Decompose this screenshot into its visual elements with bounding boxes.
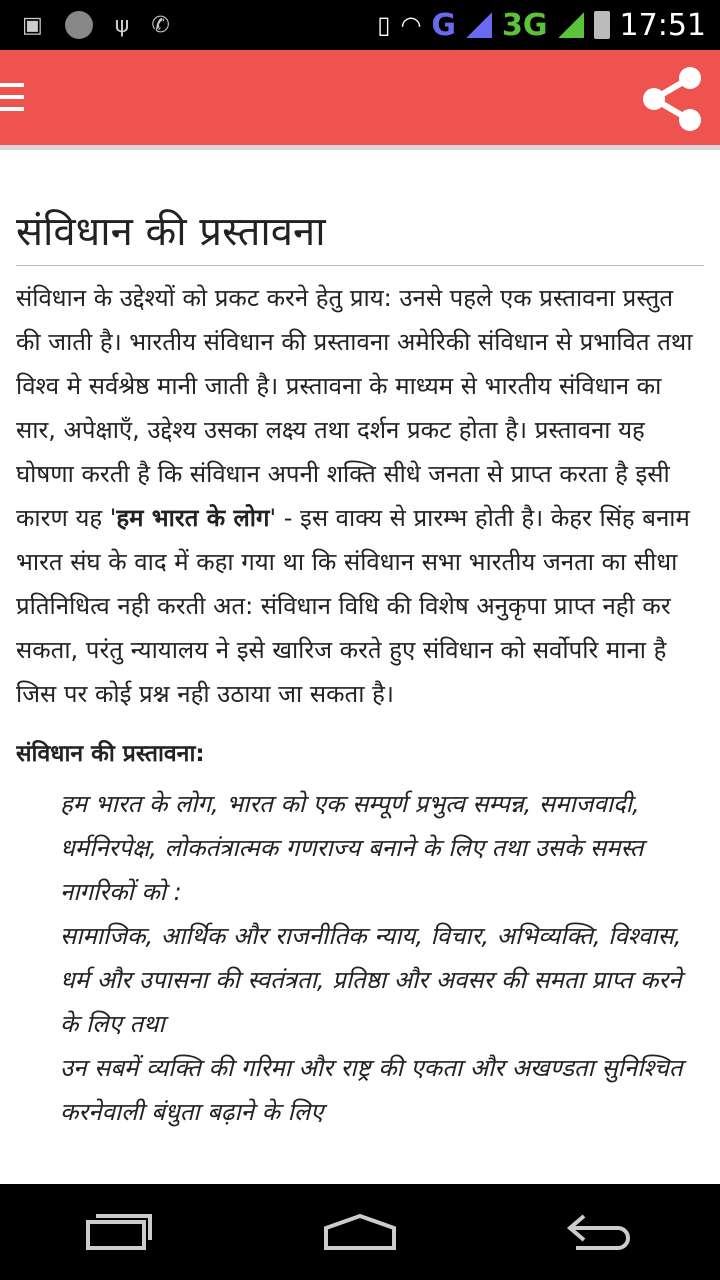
battery-icon (594, 11, 610, 39)
bold-text: हम भारत के लोग (116, 504, 270, 532)
back-icon[interactable] (566, 1212, 636, 1252)
quote-line: उन सबमें व्यक्ति की गरिमा और राष्ट्र की एकता और अखण्डता सुनिश्चित करनेवाली बंधुता बढ़ाने के लिए (60, 1054, 683, 1126)
network-3g: 3G (502, 7, 548, 43)
quote-line: सामाजिक, आर्थिक और राजनीतिक न्याय, विचार, अभिव्यक्ति, विश्वास, धर्म और उपासना की स्वतंत्रता, प्रतिष्ठा और अवसर की समता प्राप्त करने के लिए तथा (60, 922, 682, 1038)
signal-icon (558, 12, 584, 38)
app-bar (0, 50, 720, 145)
intro-paragraph (16, 276, 704, 716)
navigation-bar (0, 1184, 720, 1280)
article-title: संविधान की प्रस्तावना (16, 202, 704, 266)
status-bar (0, 0, 720, 50)
clock: 17:51 (619, 7, 706, 43)
preamble-quote (60, 782, 704, 1134)
vibrate-icon: ▯ (377, 11, 391, 39)
wifi-icon: ◠ (400, 11, 422, 39)
network-g: G (431, 7, 457, 43)
quote-line: हम भारत के लोग, भारत को एक सम्पूर्ण प्रभुत्व सम्पन्न, समाजवादी, धर्मनिरपेक्ष, लोकतंत्रात्मक गणराज्य बनाने के लिए तथा उसके समस्त नागरिकों को : (60, 790, 644, 906)
signal-icon (466, 12, 492, 38)
app-notification-icon (65, 11, 93, 39)
hamburger-icon[interactable] (0, 83, 24, 119)
article (16, 150, 704, 1184)
text: संविधान के उद्देश्यों को प्रकट करने हेतु प्राय: उनसे पहले एक प्रस्तावना प्रस्तुत की जाती है। भारतीय संविधान की प्रस्तावना अमेरिकी संविधान से प्रभावित तथा विश्व मे सर्वश्रेष्ठ मानी जाती है। प्रस्तावना के माध्यम से भारतीय संविधान का सार, अपेक्षाएँ, उद्देश्य उसका लक्ष्य तथा दर्शन प्रकट होता है। प्रस्तावना यह घोषणा करती है कि संविधान अपनी शक्ति सीधे जनता से प्राप्त करता है इसी कारण यह ' (16, 284, 693, 532)
home-icon[interactable] (322, 1212, 398, 1252)
subheading: संविधान की प्रस्तावना: (16, 741, 205, 767)
recent-apps-icon[interactable] (84, 1212, 154, 1252)
share-icon[interactable] (640, 66, 706, 132)
text: ' - इस वाक्य से प्रारम्भ होती है। केहर सिंह बनाम भारत संघ के वाद में कहा गया था कि संविधान सभा भारतीय जनता का सीधा प्रतिनिधित्व नही करती अत: संविधान विधि की विशेष अनुकृपा प्राप्त नही कर सकता, परंतु न्यायालय ने इसे खारिज करते हुए संविधान को सर्वोपरि माना है जिस पर कोई प्रश्न नही उठाया जा सकता है। (16, 504, 690, 708)
usb-icon: ψ (114, 12, 130, 38)
gallery-notification-icon: ▣ (22, 12, 43, 38)
missed-call-icon: ✆ (151, 12, 170, 38)
